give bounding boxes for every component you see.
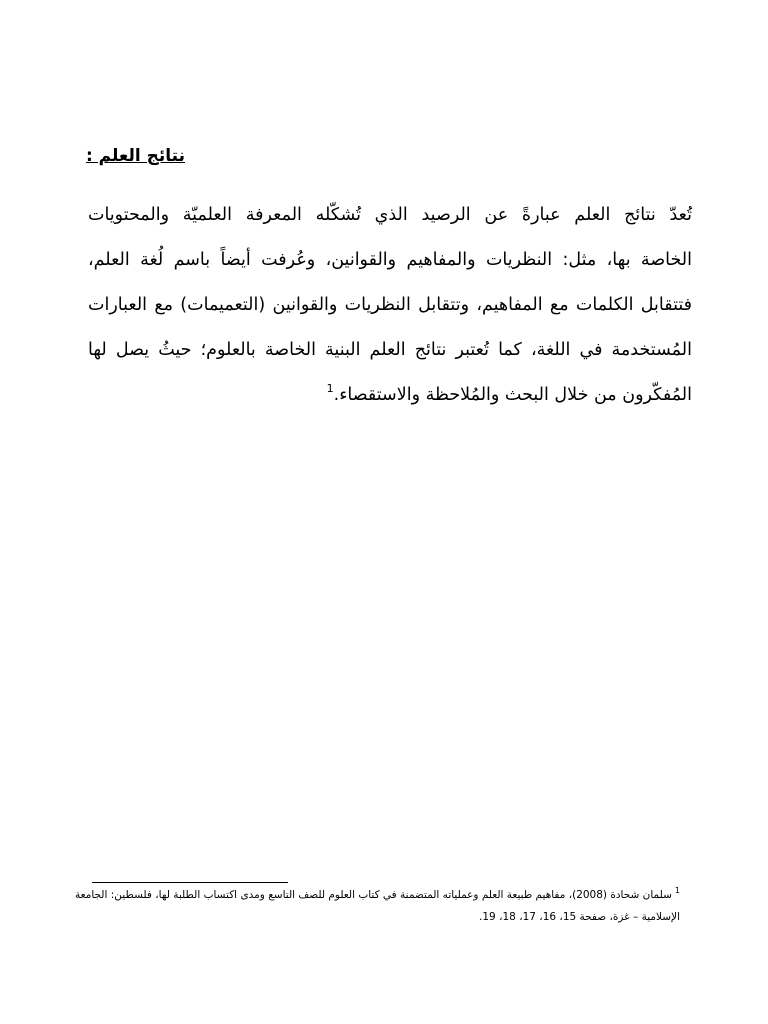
footnote-text: سلمان شحادة (2008)، مفاهيم طبيعة العلم وعملياته المتضمنة في كتاب العلوم للصف التاسع ومدى اكتساب الطلبة لها، فلسطين: الجامعة: [75, 889, 672, 901]
paragraph-line-last: [88, 373, 692, 418]
footnote-mark: 1: [674, 886, 680, 895]
paragraph-line: المُستخدمة في اللغة، كما تُعتبر نتائج العلم البنية الخاصة بالعلوم؛ حيثُ يصل لها: [88, 340, 692, 360]
paragraph-line-text: المُفكّرون من خلال البحث والمُلاحظة والاستقصاء.: [333, 385, 692, 405]
footnote-reference[interactable]: 1: [326, 382, 334, 395]
paragraph-line: تُعدّ نتائج العلم عبارةً عن الرصيد الذي تُشكّله المعرفة العلميّة والمحتويات: [88, 205, 692, 225]
section-heading: نتائج العلم :: [85, 146, 185, 166]
footnote-line: [75, 884, 680, 906]
body-paragraph: [88, 193, 692, 418]
footnote-line: الإسلامية – غزة، صفحة 15، 16، 17، 18، 19.: [479, 911, 680, 923]
footnote: [75, 884, 680, 928]
footnote-separator: [92, 882, 288, 883]
paragraph-line: فتتقابل الكلمات مع المفاهيم، وتتقابل النظريات والقوانين (التعميمات) مع العبارات: [88, 295, 692, 315]
paragraph-line: الخاصة بها، مثل: النظريات والمفاهيم والقوانين، وعُرفت أيضاً باسم لُغة العلم،: [88, 250, 692, 270]
